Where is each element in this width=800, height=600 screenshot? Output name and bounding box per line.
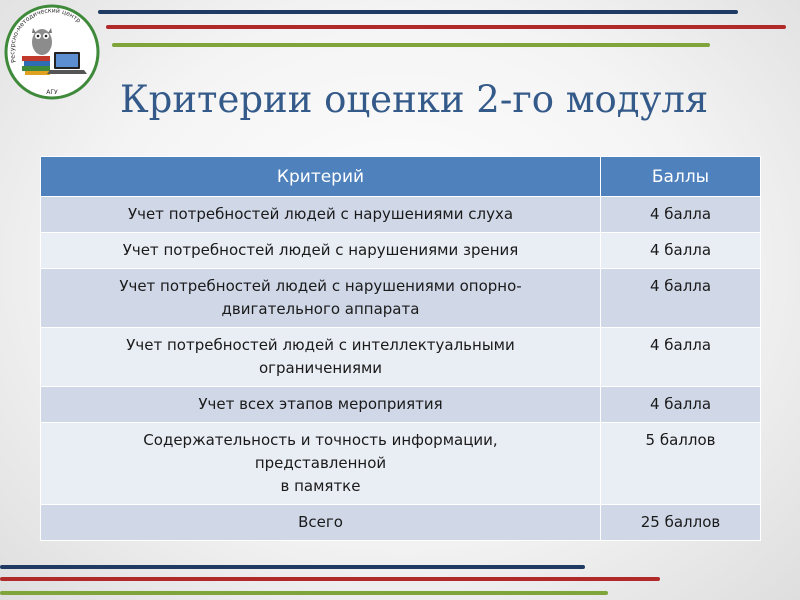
bottom-stripe-navy — [0, 565, 585, 569]
criterion-cell: Учет всех этапов мероприятия — [41, 387, 601, 423]
total-points-cell: 25 баллов — [601, 505, 761, 541]
criterion-cell: Учет потребностей людей с интеллектуальными ограничениями — [41, 328, 601, 387]
points-cell: 4 балла — [601, 233, 761, 269]
bottom-stripe-green — [0, 591, 608, 595]
slide-title: Критерии оценки 2-го модуля — [120, 78, 709, 121]
table-row — [41, 233, 761, 269]
table-row — [41, 423, 761, 505]
points-cell: 5 баллов — [601, 423, 761, 505]
points-cell: 4 балла — [601, 269, 761, 328]
header-criterion: Критерий — [41, 157, 601, 197]
table-row — [41, 269, 761, 328]
logo-bottom-text: АГУ — [46, 89, 58, 96]
table-row — [41, 197, 761, 233]
criteria-table — [40, 156, 761, 541]
center-logo — [2, 0, 102, 100]
top-stripe-green — [112, 43, 710, 47]
header-points: Баллы — [601, 157, 761, 197]
criterion-cell: Учет потребностей людей с нарушениями опорно- двигательного аппарата — [41, 269, 601, 328]
criterion-cell: Учет потребностей людей с нарушениями слуха — [41, 197, 601, 233]
points-cell: 4 балла — [601, 197, 761, 233]
table-row — [41, 387, 761, 423]
table-header-row — [41, 157, 761, 197]
points-cell: 4 балла — [601, 387, 761, 423]
bottom-stripe-red — [0, 577, 660, 581]
points-cell: 4 балла — [601, 328, 761, 387]
total-label-cell: Всего — [41, 505, 601, 541]
table-row-total — [41, 505, 761, 541]
criterion-cell: Содержательность и точность информации, представленной в памятке — [41, 423, 601, 505]
owl-icon — [32, 28, 52, 55]
top-stripe-red — [106, 25, 786, 29]
top-stripe-navy — [98, 10, 738, 14]
logo-arc-text: Ресурсно-методический центр — [9, 7, 82, 64]
table-row — [41, 328, 761, 387]
books-icon — [22, 56, 50, 75]
criterion-cell: Учет потребностей людей с нарушениями зрения — [41, 233, 601, 269]
